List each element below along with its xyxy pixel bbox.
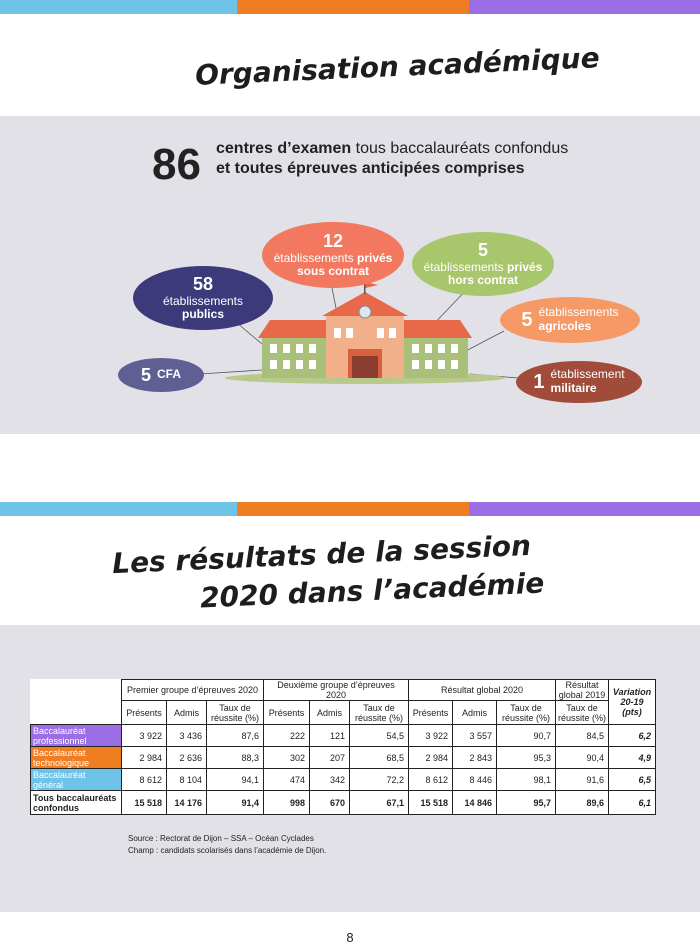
table-cell: 87,6 (207, 725, 264, 747)
agricultural-type: agricoles (538, 319, 592, 333)
military-text (551, 368, 625, 396)
table-cell: 670 (310, 791, 350, 815)
group-header: Résultat global 2019 (556, 680, 609, 701)
table-cell: 91,6 (556, 769, 609, 791)
column-header: Taux de réussite (%) (207, 701, 264, 725)
row-label-line1: Baccalauréat (33, 747, 86, 758)
table-cell: 302 (264, 747, 310, 769)
private-no-contract-count: 5 (477, 239, 488, 260)
row-label-line2: professionnel (33, 735, 87, 746)
corner-cell (31, 701, 122, 725)
table-cell: 14 846 (453, 791, 497, 815)
bubble-private-contract (262, 222, 404, 288)
table-cell: 3 436 (167, 725, 207, 747)
table-cell: 3 922 (122, 725, 167, 747)
table-cell: 222 (264, 725, 310, 747)
table-cell: 6,5 (609, 769, 656, 791)
top-bar-blue (0, 0, 237, 14)
bubble-agricultural (500, 297, 640, 343)
cfa-label: CFA (157, 367, 181, 382)
stat-line-2: et toutes épreuves anticipées comprises (216, 160, 525, 177)
column-header: Admis (453, 701, 497, 725)
results-table (30, 679, 656, 815)
column-header: Taux de réussite (%) (556, 701, 609, 725)
table-cell: 3 557 (453, 725, 497, 747)
private-no-contract-type: hors contrat (447, 273, 518, 288)
mid-bar-blue (0, 502, 237, 516)
agricultural-label: établissements (538, 305, 619, 320)
private-contract-label (274, 252, 393, 266)
table-cell: 84,5 (556, 725, 609, 747)
group-header: Deuxième groupe d’épreuves 2020 (264, 680, 409, 701)
row-label (31, 769, 122, 791)
table-cell: 15 518 (409, 791, 453, 815)
group-header: Résultat global 2020 (409, 680, 556, 701)
column-header: Taux de réussite (%) (350, 701, 409, 725)
table-cell: 90,4 (556, 747, 609, 769)
table-cell: 95,7 (497, 791, 556, 815)
private-no-contract-label-bold: privés (507, 259, 543, 274)
table-cell: 98,1 (497, 769, 556, 791)
group-header: Premier groupe d’épreuves 2020 (122, 680, 264, 701)
column-header: Admis (310, 701, 350, 725)
row-label (31, 791, 122, 815)
group-header: Variation 20-19 (pts) (609, 680, 656, 725)
private-no-contract-label (424, 261, 543, 275)
column-header: Présents (122, 701, 167, 725)
table-cell: 68,5 (350, 747, 409, 769)
scope-note: Champ : candidats scolarisés dans l’académie de Dijon. (128, 846, 327, 855)
column-header: Admis (167, 701, 207, 725)
row-label-line2: confondus (33, 802, 79, 813)
private-no-contract-label-text: établissements (423, 259, 507, 274)
section2-title-line2: 2020 dans l’académie (199, 566, 545, 615)
table-cell: 6,2 (609, 725, 656, 747)
row-label-line2: général (33, 779, 64, 790)
table-cell: 72,2 (350, 769, 409, 791)
military-label: établissement (550, 367, 625, 382)
table-cell: 88,3 (207, 747, 264, 769)
public-schools-count: 58 (192, 273, 214, 294)
mid-bar-purple (469, 502, 700, 516)
table-cell: 998 (264, 791, 310, 815)
private-contract-label-bold: privés (357, 250, 393, 265)
stat-line-1-bold: centres d’examen (216, 140, 352, 157)
row-label-line1: Baccalauréat (33, 725, 86, 736)
table-cell: 89,6 (556, 791, 609, 815)
stat-line-1-rest: tous baccalauréats confondus (351, 140, 569, 157)
military-count: 1 (533, 370, 545, 393)
table-row (31, 747, 656, 769)
table-cell: 121 (310, 725, 350, 747)
table-total-row (31, 791, 656, 815)
table-cell: 54,5 (350, 725, 409, 747)
row-label-line2: technologique (33, 757, 90, 768)
private-contract-count: 12 (322, 230, 344, 251)
public-schools-type: publics (181, 307, 224, 322)
row-label (31, 747, 122, 769)
cfa-count: 5 (140, 364, 151, 385)
table-cell: 3 922 (409, 725, 453, 747)
corner-cell (31, 680, 122, 701)
bubble-military (516, 361, 642, 403)
table-cell: 2 984 (122, 747, 167, 769)
table-row (31, 769, 656, 791)
military-type: militaire (550, 381, 597, 395)
table-cell: 14 176 (167, 791, 207, 815)
table-cell: 2 636 (167, 747, 207, 769)
table-subheader-row (31, 701, 656, 725)
bubble-private-no-contract (412, 232, 554, 296)
section2-title-line1: Les résultats de la session (111, 528, 532, 581)
private-contract-type: sous contrat (296, 264, 369, 279)
public-schools-label: établissements (162, 293, 244, 308)
row-label-line1: Tous baccalauréats (33, 792, 117, 803)
bubble-cfa (118, 358, 204, 392)
table-group-header-row (31, 680, 656, 701)
page-number: 8 (346, 930, 354, 945)
table-cell: 2 984 (409, 747, 453, 769)
table-cell: 2 843 (453, 747, 497, 769)
table-cell: 15 518 (122, 791, 167, 815)
table-cell: 67,1 (350, 791, 409, 815)
private-contract-label-text: établissements (273, 250, 357, 265)
table-cell: 342 (310, 769, 350, 791)
table-cell: 8 446 (453, 769, 497, 791)
table-cell: 6,1 (609, 791, 656, 815)
top-bar-purple (469, 0, 700, 14)
table-cell: 207 (310, 747, 350, 769)
table-cell: 4,9 (609, 747, 656, 769)
top-bar-orange (237, 0, 469, 14)
table-cell: 8 104 (167, 769, 207, 791)
table-cell: 8 612 (122, 769, 167, 791)
table-cell: 94,1 (207, 769, 264, 791)
row-label (31, 725, 122, 747)
table-cell: 95,3 (497, 747, 556, 769)
agricultural-count: 5 (521, 308, 533, 331)
table-cell: 474 (264, 769, 310, 791)
source-note: Source : Rectorat de Dijon – SSA – Océan Cyclades (128, 834, 314, 843)
table-cell: 8 612 (409, 769, 453, 791)
column-header: Taux de réussite (%) (497, 701, 556, 725)
agricultural-text (539, 306, 619, 334)
table-row (31, 725, 656, 747)
row-label-line1: Baccalauréat (33, 769, 86, 780)
exam-centers-count: 86 (152, 140, 201, 189)
table-cell: 90,7 (497, 725, 556, 747)
column-header: Présents (264, 701, 310, 725)
mid-bar-orange (237, 502, 469, 516)
column-header: Présents (409, 701, 453, 725)
section1-title: Organisation académique (194, 41, 601, 92)
table-cell: 91,4 (207, 791, 264, 815)
bubble-public-schools (133, 266, 273, 330)
